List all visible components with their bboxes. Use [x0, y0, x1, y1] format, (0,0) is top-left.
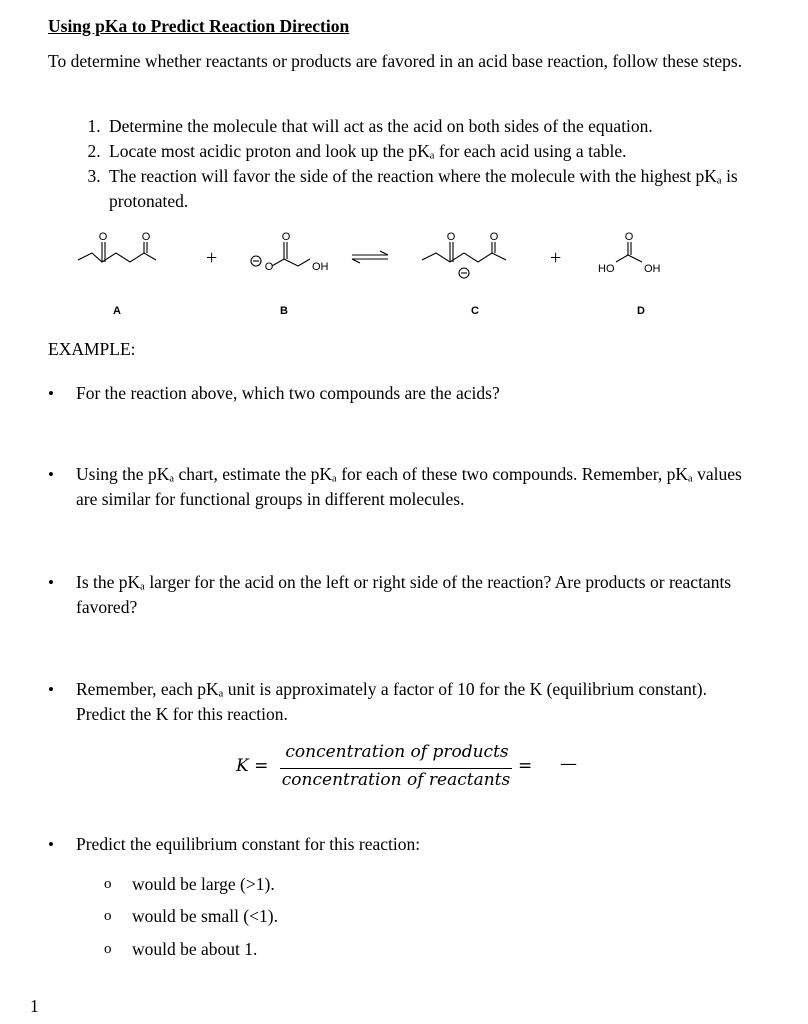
- intro-text: To determine whether reactants or products are favored in an acid base reaction, follow these steps.: [48, 51, 743, 71]
- step-item: 1. Determine the molecule that will act as the acid on both sides of the equation.: [105, 114, 785, 139]
- question-text: Is the pKₐ larger for the acid on the left or right side of the reaction? Are products or reactants favored?: [76, 572, 732, 617]
- steps-list: [75, 114, 785, 214]
- bullet-icon: •: [48, 465, 54, 484]
- step-item: 2. Locate most acidic proton and look up the pKₐ for each acid using a table.: [105, 139, 785, 164]
- atom-label: O: [489, 231, 499, 243]
- formula-numerator: concentration of products: [285, 742, 509, 762]
- atom-label: O: [446, 231, 456, 243]
- question-text: Predict the equilibrium constant for this reaction:: [76, 834, 421, 854]
- question-text: Remember, each pKₐ unit is approximately a factor of 10 for the K (equilibrium constant). Predict the K for this reaction.: [76, 679, 707, 724]
- k-formula: [236, 742, 596, 792]
- bullet-icon: •: [48, 680, 54, 699]
- molecule-label-b: B: [280, 305, 288, 317]
- plus-sign: +: [206, 247, 218, 269]
- molecule-b: [251, 242, 310, 266]
- molecule-a: [78, 242, 156, 262]
- example-heading: EXAMPLE:: [48, 339, 136, 359]
- step-item: 3. The reaction will favor the side of the reaction where the molecule with the highest pKₐ is protonated.: [105, 164, 785, 214]
- option-text: would be small (<1).: [132, 906, 278, 926]
- atom-label: HO: [598, 263, 615, 275]
- atom-label: O: [98, 231, 108, 243]
- fraction-bar: [280, 768, 512, 769]
- atom-label: O: [264, 261, 274, 273]
- molecule-label-a: A: [113, 305, 121, 317]
- question-text: Using the pKₐ chart, estimate the pKₐ for each of these two compounds. Remember, pKₐ values are similar for functional groups in different molecules.: [76, 464, 742, 509]
- page-title: Using pKa to Predict Reaction Direction: [48, 16, 350, 36]
- option-circle-icon: o: [104, 876, 112, 892]
- formula-lhs: K =: [236, 756, 269, 776]
- page-number: 1: [30, 996, 39, 1016]
- option-text: would be large (>1).: [132, 874, 275, 894]
- reaction-scheme: [60, 222, 720, 327]
- formula-equals: =: [518, 756, 533, 776]
- question-text: For the reaction above, which two compounds are the acids?: [76, 383, 500, 403]
- atom-label: OH: [312, 261, 329, 273]
- molecule-d: [616, 242, 642, 262]
- plus-sign: +: [550, 247, 562, 269]
- answer-blank: —: [560, 754, 577, 774]
- equilibrium-arrow: [352, 251, 388, 263]
- atom-label: OH: [644, 263, 661, 275]
- atom-label: O: [624, 231, 634, 243]
- option-circle-icon: o: [104, 908, 112, 924]
- molecule-label-c: C: [471, 305, 479, 317]
- bullet-icon: •: [48, 573, 54, 592]
- bullet-icon: •: [48, 384, 54, 403]
- atom-label: O: [141, 231, 151, 243]
- molecule-c: [422, 242, 506, 278]
- molecule-label-d: D: [637, 305, 645, 317]
- atom-label: O: [281, 231, 291, 243]
- option-text: would be about 1.: [132, 939, 258, 959]
- formula-denominator: concentration of reactants: [281, 770, 511, 790]
- bullet-icon: •: [48, 835, 54, 854]
- option-circle-icon: o: [104, 941, 112, 957]
